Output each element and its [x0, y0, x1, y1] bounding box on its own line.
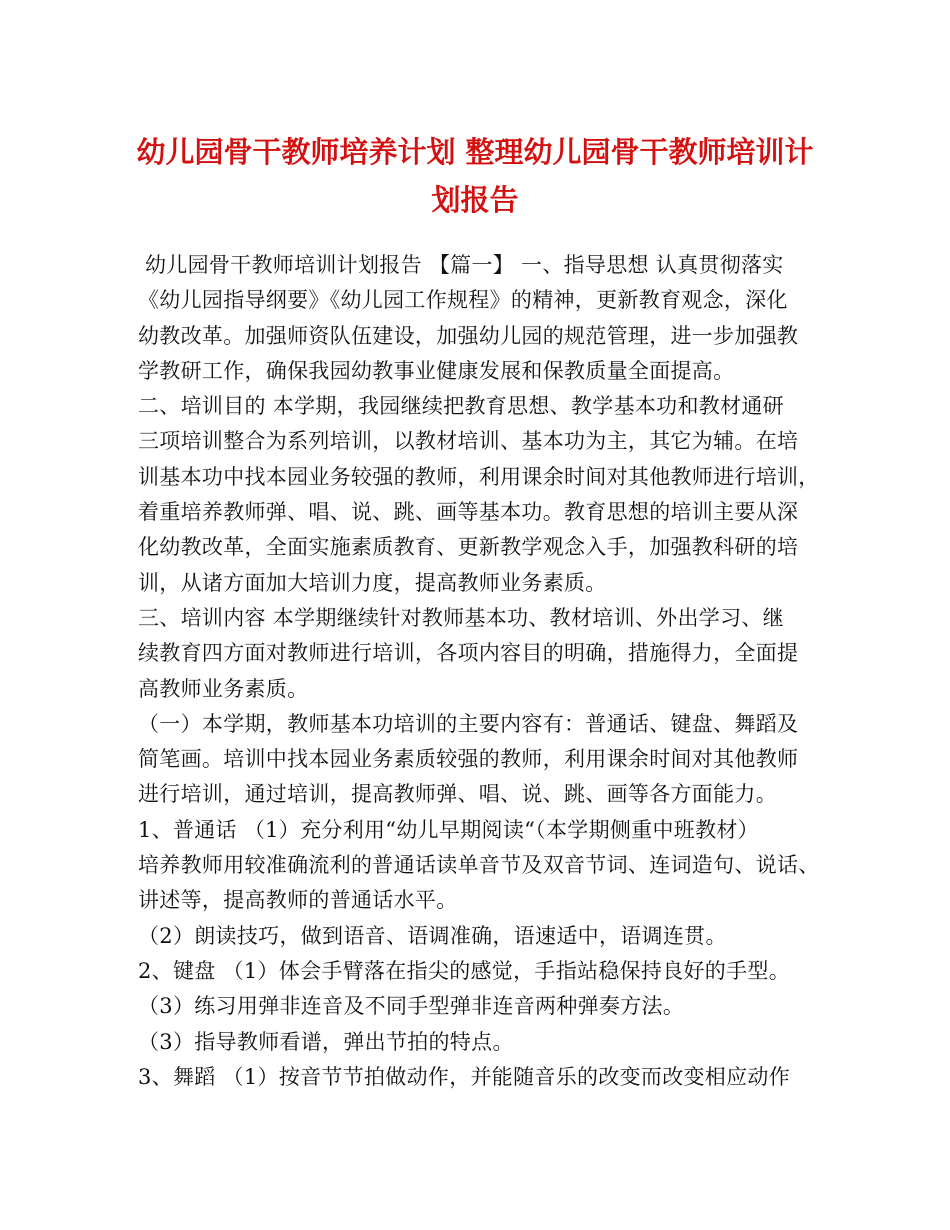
- body-line: 培养教师用较准确流利的普通话读单音节及双音节词、连词造句、说话、: [138, 853, 820, 878]
- document-body: [138, 248, 828, 1095]
- body-line: （一）本学期，教师基本功培训的主要内容有：普通话、键盘、舞蹈及: [138, 711, 799, 736]
- body-line: 训，从诸方面加大培训力度，提高教师业务素质。: [138, 570, 607, 595]
- title-line-2: 划报告: [431, 183, 519, 217]
- body-line: 幼儿园骨干教师培训计划报告 【篇一】 一、指导思想 认真贯彻落实: [138, 253, 784, 277]
- body-line: 三项培训整合为系列培训，以教材培训、基本功为主，其它为辅。在培: [138, 429, 799, 454]
- body-line: 《幼儿园指导纲要》《幼儿园工作规程》的精神，更新教育观念，深化: [138, 288, 788, 313]
- body-line: 训基本功中找本园业务较强的教师，利用课余时间对其他教师进行培训，: [138, 464, 820, 489]
- body-line: 化幼教改革，全面实施素质教育、更新教学观念入手，加强教科研的培: [138, 535, 799, 560]
- document-title: [130, 128, 820, 224]
- body-line: 进行培训，通过培训，提高教师弹、唱、说、跳、画等各方面能力。: [138, 782, 777, 807]
- body-line: 三、培训内容 本学期继续针对教师基本功、教材培训、外出学习、继: [138, 605, 784, 630]
- body-line: 着重培养教师弹、唱、说、跳、画等基本功。教育思想的培训主要从深: [138, 500, 799, 525]
- body-line: 3、舞蹈 （1）按音节节拍做动作，并能随音乐的改变而改变相应动作: [138, 1064, 790, 1089]
- body-line: 2、键盘 （1）体会手臂落在指尖的感觉，手指站稳保持良好的手型。: [138, 958, 790, 983]
- body-line: 续教育四方面对教师进行培训，各项内容目的明确，措施得力，全面提: [138, 641, 799, 666]
- body-line: 二、培训目的 本学期，我园继续把教育思想、教学基本功和教材通研: [138, 394, 784, 419]
- body-line: 1、普通话 （1）充分利用“幼儿早期阅读“（本学期侧重中班教材）: [138, 817, 759, 842]
- body-line: 讲述等，提高教师的普通话水平。: [138, 888, 458, 913]
- body-line: 高教师业务素质。: [138, 676, 309, 701]
- body-line: 简笔画。培训中找本园业务素质较强的教师，利用课余时间对其他教师: [138, 747, 799, 772]
- body-line: （3）指导教师看谱，弹出节拍的特点。: [138, 1029, 514, 1054]
- body-line: （2）朗读技巧，做到语音、语调准确，语速适中，语调连贯。: [138, 923, 727, 948]
- body-line: 幼教改革。加强师资队伍建设，加强幼儿园的规范管理，进一步加强教: [138, 323, 799, 348]
- title-line-1: 幼儿园骨干教师培养计划 整理幼儿园骨干教师培训计: [136, 135, 814, 169]
- body-line: （3）练习用弹非连音及不同手型弹非连音两种弹奏方法。: [138, 994, 685, 1019]
- body-line: 学教研工作，确保我园幼教事业健康发展和保教质量全面提高。: [138, 358, 735, 383]
